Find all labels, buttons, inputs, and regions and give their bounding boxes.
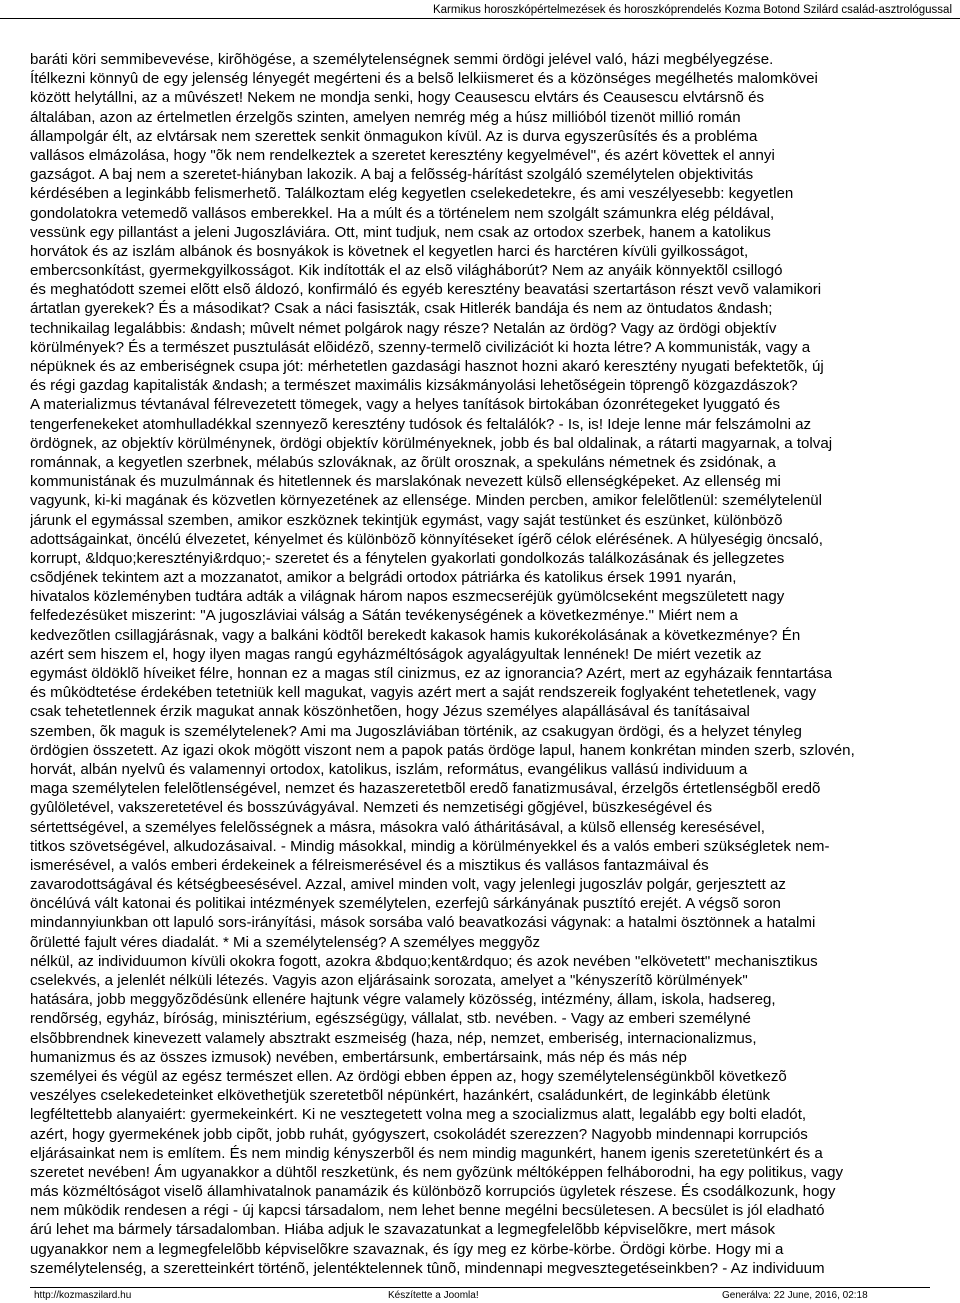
text-line: maga személytelen felelõtlenségével, nemzet és hazaszeretetbõl eredõ fanatizmusával, érzelgõs értetlenségbõl eredõ — [30, 780, 821, 798]
text-line: baráti köri semmibevevése, kirõhögése, a személytelenségnek semmi ördögi jelével való, házi megbélyegzése. — [30, 51, 774, 68]
text-line: személyei és végül az egész természet ellen. Az ördögi ebben éppen az, hogy személytelenségünkbõl következõ — [30, 1067, 787, 1085]
text-line: vagyunk, ki-ki magának és közvetlen környezetének az ellensége. Minden percben, amikor felelõtlenül: személytelenül — [30, 492, 823, 510]
text-line: kedvezõtlen csillagjárásnak, vagy a balkáni ködtõl berekedt kakasok hamis kukorékolásának a következménye? Én — [30, 626, 801, 644]
article-body — [30, 50, 940, 1280]
text-line: tengerfenekeket atomhulladékkal szennyezõ keresztény tudósok és feltalálók? - Is, is! Ideje lenne már felszámolni az — [30, 415, 812, 433]
text-line: kérdésében a leginkább felismerhetõ. Találkoztam elég kegyetlen cselekedetekre, és ami veszélyesebb: kegyetlen — [30, 185, 794, 203]
text-line: között helytállni, az a mûvészet! Nekem ne mondja senki, hogy Ceausescu elvtárs és Ceausescu elvtársnõ és — [30, 89, 765, 107]
text-line: ártatlan gyerekek? És a másodikat? Csak a náci fasiszták, csak Hitlerék bandája és nem az öntudatos &ndash; — [30, 300, 773, 318]
text-line: vallásos elmázolása, hogy "õk nem rendelkeztek a szeretet keresztény kegyelmével", és azért követtek el annyi — [30, 146, 775, 164]
footer-generated: Generálva: 22 June, 2016, 02:18 — [722, 1290, 868, 1301]
text-line: gyûlöletével, vakszeretetével és bosszúvágyával. Nemzeti és nemzetiségi gõgjével, büszkeségével és — [30, 799, 713, 817]
text-line: horvát, albán nyelvû és valamennyi ortodox, katolikus, iszlám, református, evangélikus vallású individuum a — [30, 760, 748, 778]
text-line: azért, hogy gyermekének jobb cipõt, jobb ruhát, gyógyszert, csokoládét szerezzen? Nagyobb mindennapi korrupciós — [30, 1125, 808, 1143]
text-line: gazságot. A baj nem a szeretet-hiányban lakozik. A baj a felõsség-hárítást szolgáló személytelen objektivitás — [30, 166, 754, 184]
text-line: elsõbbrendnek kinevezett valamely absztrakt eszmeiség (haza, nép, nemzet, emberiség, internacionalizmus, — [30, 1029, 757, 1047]
text-line: szeretet nevében! Ám ugyanakkor a dühtõl reszketünk, és nem gyõzünk méltóképpen felháborodni, ha egy politikus, vagy — [30, 1163, 844, 1181]
text-line: eljárásainkat nem is említem. És nem mindig kényszerbõl és nem mindig magunkért, hanem igenis szeretetünkért és a — [30, 1144, 823, 1162]
text-line: azért sem hiszem el, hogy ilyen magas rangú egyházméltóságok agyalágyultak lennének! De miért vezetik az — [30, 645, 762, 663]
text-line: ismerésével, a valós emberi érdekeinek a félreismerésével és a misztikus és vallásos fantazmáival és — [30, 856, 709, 874]
text-line: cselekvés, a jelenlét nélküli létezés. Vagyis azon eljárásaink sorozata, amelyet a "kényszerítõ körülmények" — [30, 972, 748, 989]
text-line: árú lehet ma bármely társadalomban. Hiába adjuk le szavazatunkat a legmegfelelõbb képviselõkre, mert mások — [30, 1221, 776, 1239]
footer-url[interactable]: http://kozmaszilard.hu — [34, 1290, 132, 1301]
text-line: embercsonkítást, gyermekgyilkosságot. Kik indították el az elsõ világháborút? Nem az anyáik könnyektõl csillogó — [30, 262, 783, 280]
text-line: állampolgár élt, az elvtársak nem szerettek senkit önmagukon kívül. Az is durva egyszerûsítés és a probléma — [30, 127, 758, 145]
text-line: kommunistának és muzulmánnak és hitetlennek és marslakónak nevezett külsõ ellenségképeket. Az ellenség mi — [30, 473, 781, 491]
text-line: ugyanakkor nem a legmegfelelõbb képviselõkre szavaznak, és így meg ez körbe-körbe. Ördögi körbe. Hogy mi a — [30, 1240, 784, 1258]
text-line: adottságainkat, öncélú élvezetet, kényelmet és különbözõ könnyítéseket ígérõ célok elérésének. A hülyeségig öncsaló, — [30, 530, 823, 548]
text-line: nem mûködik rendesen a régi - új kapcsi társadalom, nem lehet benne megélni becsületesen. A becsület is jól eladható — [30, 1202, 825, 1220]
text-line: és meghatódott szemei elõtt elsõ áldozó, konfirmáló és egyéb keresztény beavatási szertartáson részt vevõ valamikori — [30, 281, 822, 299]
text-line — [30, 1278, 940, 1280]
text-line: személytelenség, a szeretteinkért történõ, jelentéktelennek tûnõ, mindennapi megvesztegetéseinkben? - Az individuum — [30, 1259, 825, 1277]
text-line: sértettségével, a személyes felelõsségnek a másra, másokra való átháritásával, a külsõ ellenség keresésével, — [30, 818, 765, 836]
text-line: általában, azon az értelmetlen érzelgõs szinten, amelyen nemrég még a húsz millióból tizenöt millió román — [30, 108, 741, 126]
text-line: zavarodottságával és kétségbeesésével. Azzal, amivel minden volt, vagy jelenlegi jugoszláv polgár, gerjesztett az — [30, 876, 786, 894]
text-line: és régi gazdag kapitalisták &ndash; a természet maximális kizsákmányolási lehetõségein töprengõ közgazdászok? — [30, 377, 798, 395]
text-line: szemben, õk maguk is személytelenek? Ami ma Jugoszláviában történik, az csakugyan ördögi, és a helyzet tényleg — [30, 722, 802, 740]
text-line: más közméltóságot viselõ államhivatalnok panamázik és különbözõ korrupciós ügyletek részese. És csodálkozunk, hogy — [30, 1183, 836, 1201]
text-line: õrületté fajult véres diadalát. * Mi a személytelenség? A személyes meggyõz — [30, 933, 541, 951]
page-footer — [34, 1290, 934, 1303]
text-line: technikailag legalábbis: &ndash; mûvelt német polgárok nagy része? Netalán az ördög? Vagy az ördögi objektív — [30, 319, 777, 337]
text-line: rendõrség, egyház, bíróság, minisztérium, egészségügy, vállalat, stb. nevében. - Vagy az emberi személyné — [30, 1010, 751, 1028]
text-line: korrupt, &ldquo;keresztényi&rdquo;- szeretet és a fénytelen gyakorlati gondolkozás találkozásának és jellegzetes — [30, 549, 785, 567]
text-line: horvátok és az iszlám albánok és bosnyákok is követnek el kegyetlen harci és harctéren kívüli gyilkosságot, — [30, 242, 749, 260]
text-line: titkos szövetségével, alkudozásaival. - Mindig másokkal, mindig a körülményekkel és a valós emberi szükségletek nem- — [30, 837, 830, 855]
text-line: hivatalos közleményben tudtára adták a világnak három napos eszmecseréjük gyümölcseként megszületett nagy — [30, 588, 785, 606]
text-line: felfedezésüket miszerint: "A jugoszláviai válság a Sátán tevékenységének a következménye." Miért nem a — [30, 607, 738, 625]
text-line: hatására, jobb meggyõzõdésünk ellenére hajtunk végre valamely közösség, intézmény, állam, iskola, hadsereg, — [30, 991, 776, 1009]
text-line: nélkül, az individuumon kívüli okokra fogott, azokra &bdquo;kent&rdquo; és azok nevében "elkövetett" mechanisztikus — [30, 952, 818, 970]
text-line: csõdjének tekintem azt a mozzanatot, amikor a belgrádi ortodox pátriárka és katolikus érsek 1991 nyarán, — [30, 569, 737, 587]
text-line: humanizmus és az összes izmusok) nevében, embertársunk, embertársaink, más nép és más nép — [30, 1048, 687, 1066]
text-line: legféltettebb alanyaiért: gyermekeinkért. Ki ne vesztegetett volna meg a szocializmus alatt, legalább egy bolti eladót, — [30, 1106, 807, 1124]
text-line: gondolatokra vetemedõ vallásos emberekkel. Ha a múlt és a történelem nem szolgált számunkra elég példával, — [30, 204, 775, 222]
text-line: ördögnek, az objektív körülménynek, ördögi objektív körülményeknek, jobb és bal oldalinak, a rátarti magyarnak, a tolvaj — [30, 434, 833, 452]
text-line: veszélyes cselekedeteinket elkövethetjük szeretetbõl népünkért, hazánkért, családunkért, de leginkább életünk — [30, 1087, 771, 1105]
header-divider — [0, 18, 960, 19]
text-line: öncélúvá vált katonai és politikai intézmények személytelen, ezerfejû sárkányának pusztító erejét. A végsõ soron — [30, 895, 781, 913]
text-line: ördögien összetett. Az igazi okok mögött viszont nem a papok patás ördöge lapul, hanem konkrétan minden szerb, szlovén, — [30, 741, 855, 759]
footer-divider — [30, 1287, 930, 1288]
text-line: A materializmus tévtanával félrevezetett tömegek, vagy a helyes tanítások birtokában ózonrétegeket lyuggató és — [30, 396, 781, 414]
text-line: és mûködtetése érdekében tetetniük kell magukat, vagyis azért mert a saját rendszereik foglyaként tehetetlenek, vagy — [30, 684, 817, 702]
text-line: vessünk egy pillantást a jeleni Jugoszláviára. Ott, mint tudjuk, nem csak az ortodox szerbek, hanem a katolikus — [30, 223, 771, 241]
text-line: Ítélkezni könnyû de egy jelenség lényegét megérteni és a belsõ lelkiismeret és a közönséges megélhetés malomkövei — [30, 70, 818, 88]
text-line: csak tehetetlennek érzik magukat annak köszönhetõen, hogy Jézus személyes alapállásával és tanításaival — [30, 703, 750, 721]
text-line: mindannyiunkban ott lapuló sors-irányítási, mások sorsába való beavatkozási vágynak: a hatalmi ösztönnek a hatalmi — [30, 914, 816, 932]
header-title: Karmikus horoszkópértelmezések és horoszkóprendelés Kozma Botond Szilárd család-asztrológussal — [432, 4, 952, 16]
page-header — [0, 0, 960, 20]
text-line: járunk el egymással szemben, amikor eszköznek tekintjük egymást, vagy saját testünket és eszünket, különbözõ — [30, 511, 783, 529]
text-line: népüknek és az emberiségnek csupa jót: mérhetetlen gazdasági hasznot hozni akaró keresztény nyugati befektetõk, új — [30, 358, 824, 375]
text-line: körülmények? És a természet pusztulását elõidézõ, szenny-termelõ civilizációt ki hozta létre? A kommunisták, vagy a — [30, 338, 811, 356]
text-line: románnak, a kegyetlen szerbnek, mélabús szlováknak, az õrült orosznak, a spekuláns németnek és zsidónak, a — [30, 453, 776, 471]
text-line: egymást öldöklõ híveiket félre, honnan ez a magas stíl cinizmus, ez az ignorancia? Azért, mert az egyházaik fenntartása — [30, 665, 833, 682]
footer-credit: Készítette a Joomla! — [388, 1290, 479, 1301]
